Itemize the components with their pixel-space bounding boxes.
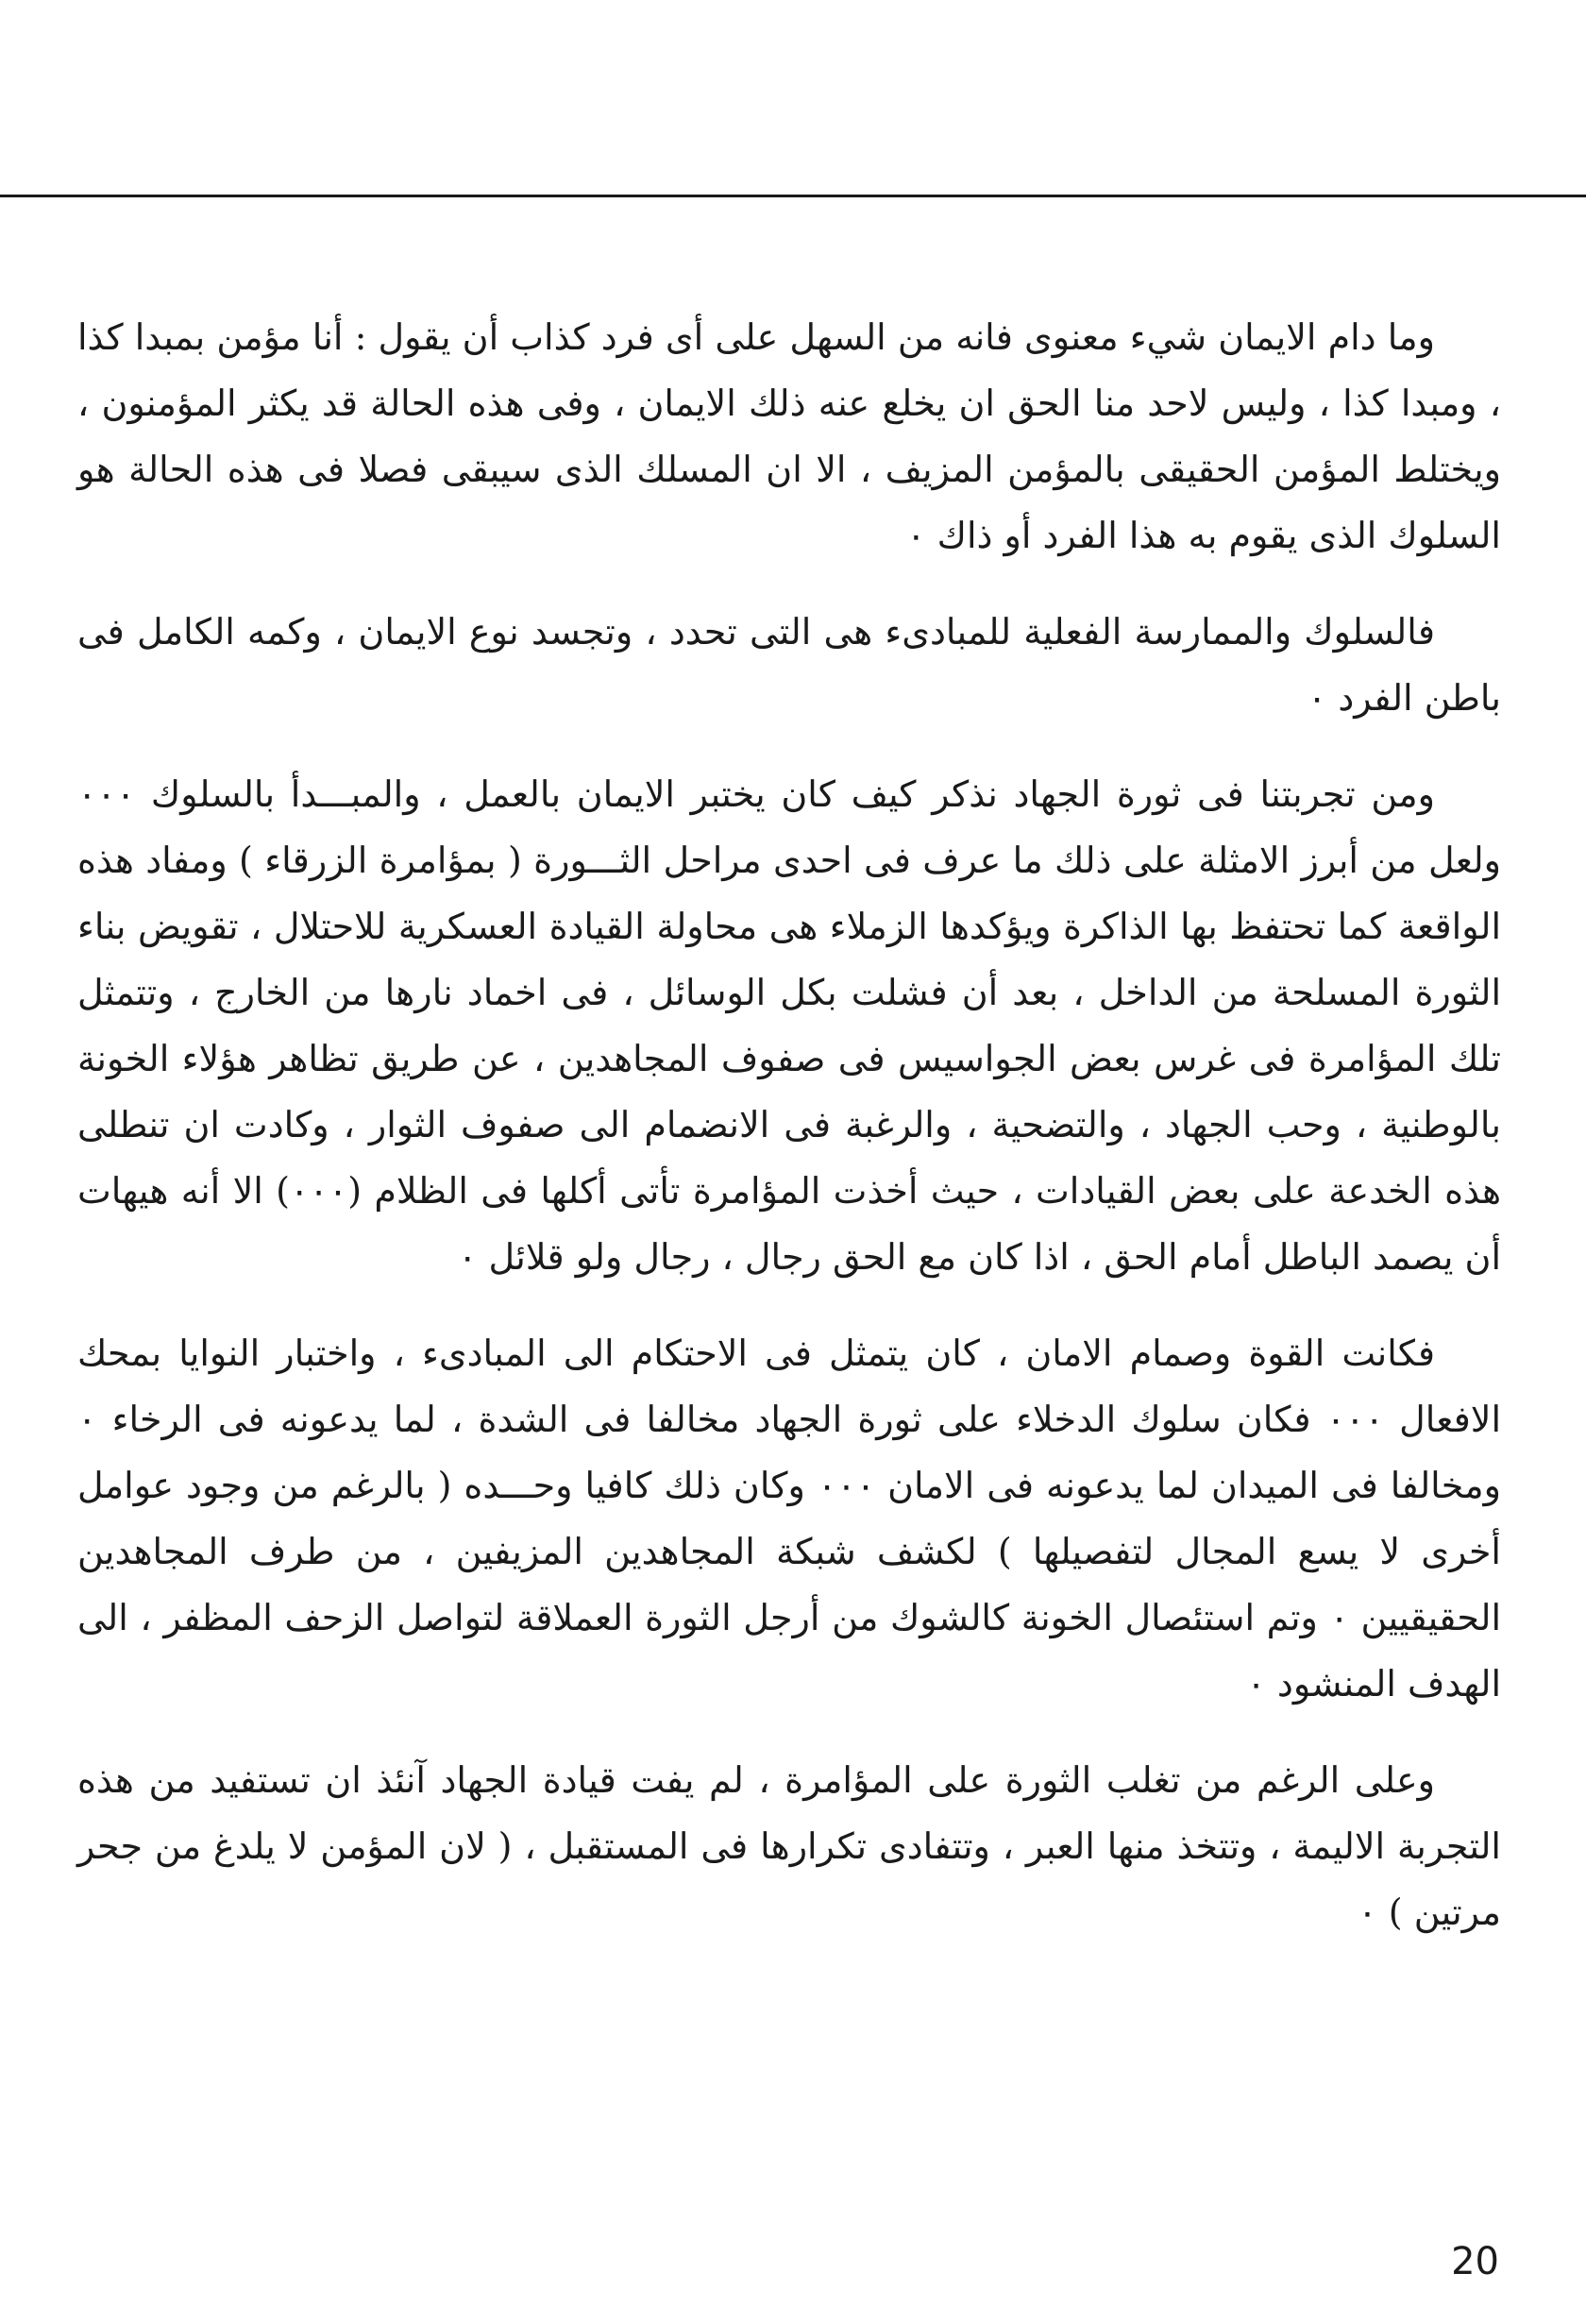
page-number: 20 (1451, 2240, 1499, 2283)
header-rule (0, 195, 1586, 197)
paragraph-1: وما دام الايمان شيء معنوى فانه من السهل على أى فرد كذاب أن يقول : أنا مؤمن بمبدا كذا ، ومبدا كذا ، وليس لاحد منا الحق ان يخلع عنه ذلك الايمان ، وفى هذه الحالة قد يكثر المؤمنون ، ويختلط المؤمن الحقيقى بالمؤمن المزيف ، الا ان المسلك الذى سيبقى فصلا فى هذه الحالة هو السلوك الذى يقوم به هذا الفرد أو ذاك ٠ (77, 316, 1501, 556)
paragraph-5: وعلى الرغم من تغلب الثورة على المؤامرة ، لم يفت قيادة الجهاد آنئذ ان تستفيد من هذه التجربة الاليمة ، وتتخذ منها العبر ، وتتفادى تكرارها فى المستقبل ، ( لان المؤمن لا يلدغ من جحر مرتين ) ٠ (77, 1759, 1501, 1933)
paragraph-4: فكانت القوة وصمام الامان ، كان يتمثل فى الاحتكام الى المبادىء ، واختبار النوايا بمحك الافعال ٠٠٠ فكان سلوك الدخلاء على ثورة الجهاد مخالفا فى الشدة ، لما يدعونه فى الرخاء ٠ ومخالفا فى الميدان لما يدعونه فى الامان ٠٠٠ وكان ذلك كافيا وحـــده ( بالرغم من وجود عوامل أخرى لا يسع المجال لتفصيلها ) لكشف شبكة المجاهدين المزيفين ، من طرف المجاهدين الحقيقيين ٠ وتم استئصال الخونة كالشوك من أرجل الثورة العملاقة لتواصل الزحف المظفر ، الى الهدف المنشود ٠ (77, 1332, 1501, 1705)
body-text (77, 304, 1501, 1976)
paragraph-2: فالسلوك والممارسة الفعلية للمبادىء هى التى تحدد ، وتجسد نوع الايمان ، وكمه الكامل فى باطن الفرد ٠ (77, 611, 1501, 719)
paragraph-3: ومن تجربتنا فى ثورة الجهاد نذكر كيف كان يختبر الايمان بالعمل ، والمبـــدأ بالسلوك ٠٠٠ ولعل من أبرز الامثلة على ذلك ما عرف فى احدى مراحل الثـــورة ( بمؤامرة الزرقاء ) ومفاد هذه الواقعة كما تحتفظ بها الذاكرة ويؤكدها الزملاء هى محاولة القيادة العسكرية للاحتلال ، تقويض بناء الثورة المسلحة من الداخل ، بعد أن فشلت بكل الوسائل ، فى اخماد نارها من الخارج ، وتتمثل تلك المؤامرة فى غرس بعض الجواسيس فى صفوف المجاهدين ، عن طريق تظاهر هؤلاء الخونة بالوطنية ، وحب الجهاد ، والتضحية ، والرغبة فى الانضمام الى صفوف الثوار ، وكادت ان تنطلى هذه الخدعة على بعض القيادات ، حيث أخذت المؤامرة تأتى أكلها فى الظلام (٠٠٠) الا أنه هيهات أن يصمد الباطل أمام الحق ، اذا كان مع الحق رجال ، رجال ولو قلائل ٠ (77, 773, 1501, 1278)
